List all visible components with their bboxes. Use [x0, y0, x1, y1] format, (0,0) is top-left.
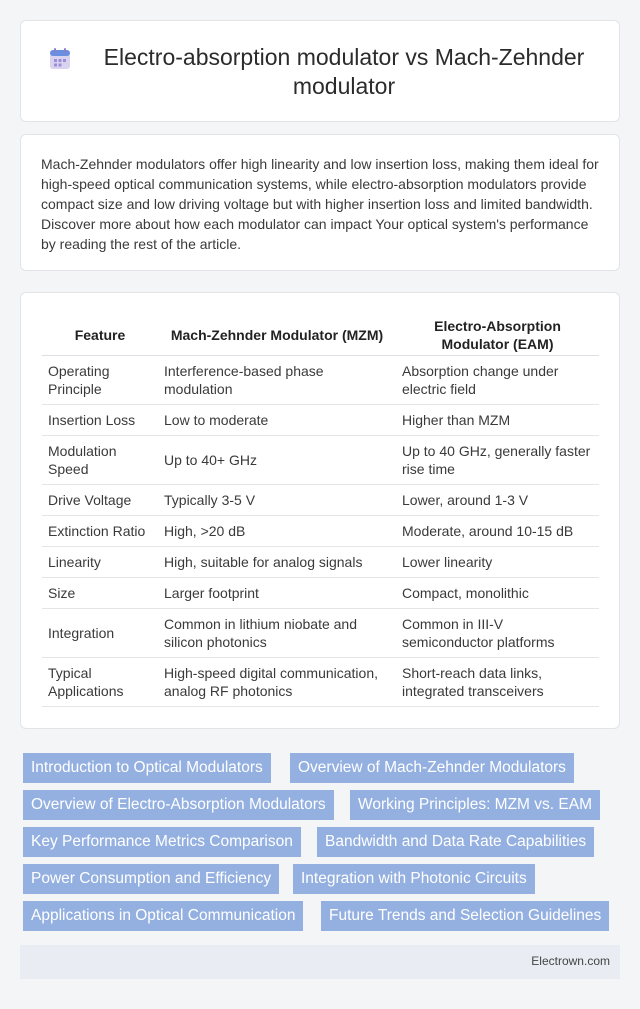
footer — [20, 945, 620, 979]
cell-eam: Up to 40 GHz, generally faster rise time — [396, 436, 599, 485]
topic-tag-link[interactable]: Applications in Optical Communication — [23, 901, 303, 931]
header-eam: Electro-Absorption Modulator (EAM) — [396, 315, 599, 356]
intro-paragraph: Mach-Zehnder modulators offer high linearity and low insertion loss, making them ideal for high-speed optical communication systems, while electro-absorption modulators provide compact size and low driving voltage but with higher insertion loss and limited bandwidth. Discover more about how each modulator can impact Your optical system's performance by reading the rest of the article. — [41, 156, 599, 252]
cell-feature: Insertion Loss — [42, 405, 158, 436]
table-row — [42, 547, 599, 578]
topic-tag-link[interactable]: Overview of Mach-Zehnder Modulators — [290, 753, 574, 783]
topic-tag-link[interactable]: Working Principles: MZM vs. EAM — [350, 790, 600, 820]
cell-eam: Higher than MZM — [396, 405, 599, 436]
comparison-table-card — [20, 292, 620, 729]
cell-mzm: High, suitable for analog signals — [158, 547, 396, 578]
table-row — [42, 436, 599, 485]
cell-eam: Lower, around 1-3 V — [396, 485, 599, 516]
page-title: Electro-absorption modulator vs Mach-Zehnder modulator — [103, 44, 585, 99]
table-header-row — [42, 315, 599, 356]
cell-feature: Integration — [42, 609, 158, 658]
table-row — [42, 578, 599, 609]
cell-eam: Moderate, around 10-15 dB — [396, 516, 599, 547]
topic-tag-link[interactable]: Introduction to Optical Modulators — [23, 753, 271, 783]
header-feature: Feature — [42, 315, 158, 356]
cell-mzm: Up to 40+ GHz — [158, 436, 396, 485]
cell-feature: Typical Applications — [42, 658, 158, 707]
cell-eam: Absorption change under electric field — [396, 356, 599, 405]
cell-feature: Modulation Speed — [42, 436, 158, 485]
cell-feature: Linearity — [42, 547, 158, 578]
footer-site-name: Electrown.com — [531, 954, 610, 968]
header-mzm: Mach-Zehnder Modulator (MZM) — [158, 315, 396, 356]
cell-mzm: High-speed digital communication, analog RF photonics — [158, 658, 396, 707]
topic-tag-link[interactable]: Key Performance Metrics Comparison — [23, 827, 301, 857]
topic-tag-link[interactable]: Integration with Photonic Circuits — [293, 864, 535, 894]
comparison-table — [42, 315, 599, 707]
cell-eam: Lower linearity — [396, 547, 599, 578]
cell-mzm: Larger footprint — [158, 578, 396, 609]
cell-mzm: High, >20 dB — [158, 516, 396, 547]
cell-mzm: Interference-based phase modulation — [158, 356, 396, 405]
topic-tag-link[interactable]: Future Trends and Selection Guidelines — [321, 901, 609, 931]
intro-card — [20, 134, 620, 271]
cell-feature: Extinction Ratio — [42, 516, 158, 547]
cell-eam: Short-reach data links, integrated transceivers — [396, 658, 599, 707]
calendar-icon — [49, 48, 71, 70]
table-row — [42, 485, 599, 516]
cell-feature: Operating Principle — [42, 356, 158, 405]
topic-tag-link[interactable]: Overview of Electro-Absorption Modulators — [23, 790, 334, 820]
title-card — [20, 20, 620, 122]
cell-feature: Size — [42, 578, 158, 609]
topic-tag-link[interactable]: Bandwidth and Data Rate Capabilities — [317, 827, 594, 857]
table-row — [42, 356, 599, 405]
table-row — [42, 658, 599, 707]
cell-mzm: Typically 3-5 V — [158, 485, 396, 516]
topic-tag-link[interactable]: Power Consumption and Efficiency — [23, 864, 279, 894]
table-row — [42, 405, 599, 436]
cell-feature: Drive Voltage — [42, 485, 158, 516]
cell-eam: Common in III-V semiconductor platforms — [396, 609, 599, 658]
table-body — [42, 356, 599, 707]
cell-mzm: Low to moderate — [158, 405, 396, 436]
table-row — [42, 609, 599, 658]
cell-eam: Compact, monolithic — [396, 578, 599, 609]
table-row — [42, 516, 599, 547]
cell-mzm: Common in lithium niobate and silicon photonics — [158, 609, 396, 658]
